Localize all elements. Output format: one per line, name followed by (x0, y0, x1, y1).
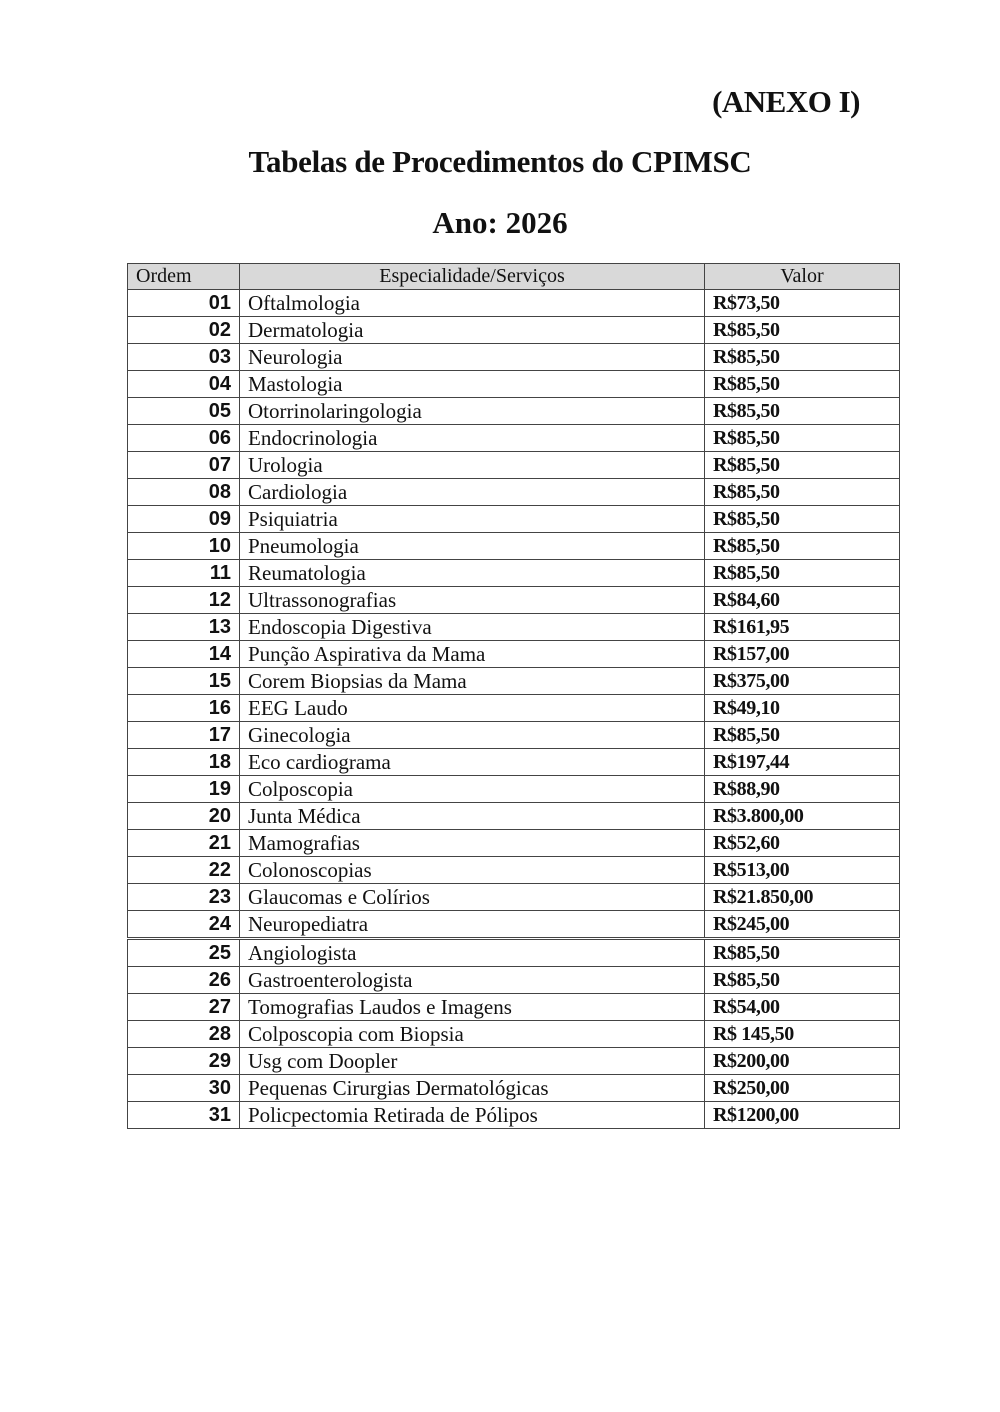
row-ordem-cell: 08 (128, 479, 240, 506)
table-row (128, 533, 900, 560)
column-header-especialidade: Especialidade/Serviços (240, 264, 705, 290)
table-row (128, 884, 900, 911)
row-valor-cell: R$85,50 (705, 560, 900, 587)
row-valor-cell: R$85,50 (705, 939, 900, 967)
row-valor-cell: R$49,10 (705, 695, 900, 722)
row-valor-cell: R$85,50 (705, 344, 900, 371)
row-ordem-cell: 16 (128, 695, 240, 722)
table-row (128, 911, 900, 939)
row-valor-cell: R$85,50 (705, 506, 900, 533)
row-valor-cell: R$88,90 (705, 776, 900, 803)
row-ordem-cell: 19 (128, 776, 240, 803)
row-ordem-cell: 07 (128, 452, 240, 479)
row-ordem-cell: 14 (128, 641, 240, 668)
row-valor-cell: R$84,60 (705, 587, 900, 614)
row-ordem-cell: 27 (128, 994, 240, 1021)
table-row (128, 371, 900, 398)
table-row (128, 614, 900, 641)
row-especialidade-cell: Mamografias (240, 830, 705, 857)
row-valor-cell: R$85,50 (705, 722, 900, 749)
table-row (128, 452, 900, 479)
row-ordem-cell: 21 (128, 830, 240, 857)
row-ordem-cell: 15 (128, 668, 240, 695)
row-valor-cell: R$52,60 (705, 830, 900, 857)
row-especialidade-cell: Ginecologia (240, 722, 705, 749)
row-ordem-cell: 18 (128, 749, 240, 776)
row-especialidade-cell: Neurologia (240, 344, 705, 371)
row-valor-cell: R$3.800,00 (705, 803, 900, 830)
row-especialidade-cell: Psiquiatria (240, 506, 705, 533)
row-especialidade-cell: EEG Laudo (240, 695, 705, 722)
row-especialidade-cell: Angiologista (240, 939, 705, 967)
table-row (128, 857, 900, 884)
document-title: Tabelas de Procedimentos do CPIMSC (248, 144, 752, 179)
row-valor-cell: R$54,00 (705, 994, 900, 1021)
document-year: Ano: 2026 (432, 205, 568, 240)
table-row (128, 994, 900, 1021)
row-especialidade-cell: Colposcopia (240, 776, 705, 803)
row-ordem-cell: 24 (128, 911, 240, 939)
row-valor-cell: R$ 145,50 (705, 1021, 900, 1048)
row-valor-cell: R$250,00 (705, 1075, 900, 1102)
row-especialidade-cell: Policpectomia Retirada de Pólipos (240, 1102, 705, 1129)
row-ordem-cell: 22 (128, 857, 240, 884)
row-ordem-cell: 09 (128, 506, 240, 533)
table-row (128, 560, 900, 587)
row-ordem-cell: 17 (128, 722, 240, 749)
row-ordem-cell: 29 (128, 1048, 240, 1075)
row-valor-cell: R$375,00 (705, 668, 900, 695)
row-especialidade-cell: Usg com Doopler (240, 1048, 705, 1075)
row-ordem-cell: 01 (128, 290, 240, 317)
row-especialidade-cell: Punção Aspirativa da Mama (240, 641, 705, 668)
row-ordem-cell: 03 (128, 344, 240, 371)
row-ordem-cell: 12 (128, 587, 240, 614)
row-valor-cell: R$161,95 (705, 614, 900, 641)
row-especialidade-cell: Colonoscopias (240, 857, 705, 884)
row-especialidade-cell: Dermatologia (240, 317, 705, 344)
row-ordem-cell: 05 (128, 398, 240, 425)
row-valor-cell: R$85,50 (705, 371, 900, 398)
row-valor-cell: R$85,50 (705, 425, 900, 452)
table-row (128, 1075, 900, 1102)
row-especialidade-cell: Glaucomas e Colírios (240, 884, 705, 911)
row-valor-cell: R$85,50 (705, 317, 900, 344)
table-row (128, 776, 900, 803)
row-valor-cell: R$200,00 (705, 1048, 900, 1075)
annex-label: (ANEXO I) (712, 84, 860, 119)
row-especialidade-cell: Mastologia (240, 371, 705, 398)
table-row (128, 695, 900, 722)
table-row (128, 939, 900, 967)
row-especialidade-cell: Tomografias Laudos e Imagens (240, 994, 705, 1021)
table-header-row (128, 264, 900, 290)
table-body (128, 290, 900, 1129)
row-especialidade-cell: Pneumologia (240, 533, 705, 560)
table-row (128, 1021, 900, 1048)
row-ordem-cell: 31 (128, 1102, 240, 1129)
table-row (128, 290, 900, 317)
row-especialidade-cell: Cardiologia (240, 479, 705, 506)
table-row (128, 479, 900, 506)
row-valor-cell: R$245,00 (705, 911, 900, 939)
table-row (128, 317, 900, 344)
row-valor-cell: R$85,50 (705, 967, 900, 994)
table-row (128, 641, 900, 668)
column-header-ordem: Ordem (128, 264, 240, 290)
row-ordem-cell: 25 (128, 939, 240, 967)
row-ordem-cell: 11 (128, 560, 240, 587)
row-especialidade-cell: Corem Biopsias da Mama (240, 668, 705, 695)
row-especialidade-cell: Endocrinologia (240, 425, 705, 452)
table-row (128, 749, 900, 776)
table-row (128, 830, 900, 857)
table-row (128, 344, 900, 371)
row-especialidade-cell: Oftalmologia (240, 290, 705, 317)
row-ordem-cell: 10 (128, 533, 240, 560)
row-especialidade-cell: Junta Médica (240, 803, 705, 830)
table-row (128, 668, 900, 695)
column-header-valor: Valor (705, 264, 900, 290)
row-valor-cell: R$85,50 (705, 398, 900, 425)
table-row (128, 803, 900, 830)
procedures-table-container (127, 263, 899, 1129)
table-row (128, 587, 900, 614)
table-row (128, 722, 900, 749)
procedures-table (127, 263, 900, 1129)
row-valor-cell: R$73,50 (705, 290, 900, 317)
table-row (128, 506, 900, 533)
table-row (128, 398, 900, 425)
row-especialidade-cell: Endoscopia Digestiva (240, 614, 705, 641)
row-ordem-cell: 23 (128, 884, 240, 911)
row-ordem-cell: 30 (128, 1075, 240, 1102)
row-valor-cell: R$157,00 (705, 641, 900, 668)
table-row (128, 425, 900, 452)
row-valor-cell: R$1200,00 (705, 1102, 900, 1129)
row-ordem-cell: 02 (128, 317, 240, 344)
row-especialidade-cell: Colposcopia com Biopsia (240, 1021, 705, 1048)
row-especialidade-cell: Reumatologia (240, 560, 705, 587)
row-ordem-cell: 26 (128, 967, 240, 994)
row-especialidade-cell: Pequenas Cirurgias Dermatológicas (240, 1075, 705, 1102)
table-row (128, 1048, 900, 1075)
row-valor-cell: R$513,00 (705, 857, 900, 884)
row-ordem-cell: 28 (128, 1021, 240, 1048)
row-valor-cell: R$85,50 (705, 533, 900, 560)
table-row (128, 1102, 900, 1129)
row-ordem-cell: 04 (128, 371, 240, 398)
row-especialidade-cell: Otorrinolaringologia (240, 398, 705, 425)
row-ordem-cell: 13 (128, 614, 240, 641)
row-especialidade-cell: Ultrassonografias (240, 587, 705, 614)
row-especialidade-cell: Eco cardiograma (240, 749, 705, 776)
row-especialidade-cell: Neuropediatra (240, 911, 705, 939)
row-valor-cell: R$85,50 (705, 479, 900, 506)
row-especialidade-cell: Urologia (240, 452, 705, 479)
row-valor-cell: R$85,50 (705, 452, 900, 479)
row-valor-cell: R$197,44 (705, 749, 900, 776)
row-ordem-cell: 20 (128, 803, 240, 830)
table-row (128, 967, 900, 994)
row-ordem-cell: 06 (128, 425, 240, 452)
row-valor-cell: R$21.850,00 (705, 884, 900, 911)
row-especialidade-cell: Gastroenterologista (240, 967, 705, 994)
